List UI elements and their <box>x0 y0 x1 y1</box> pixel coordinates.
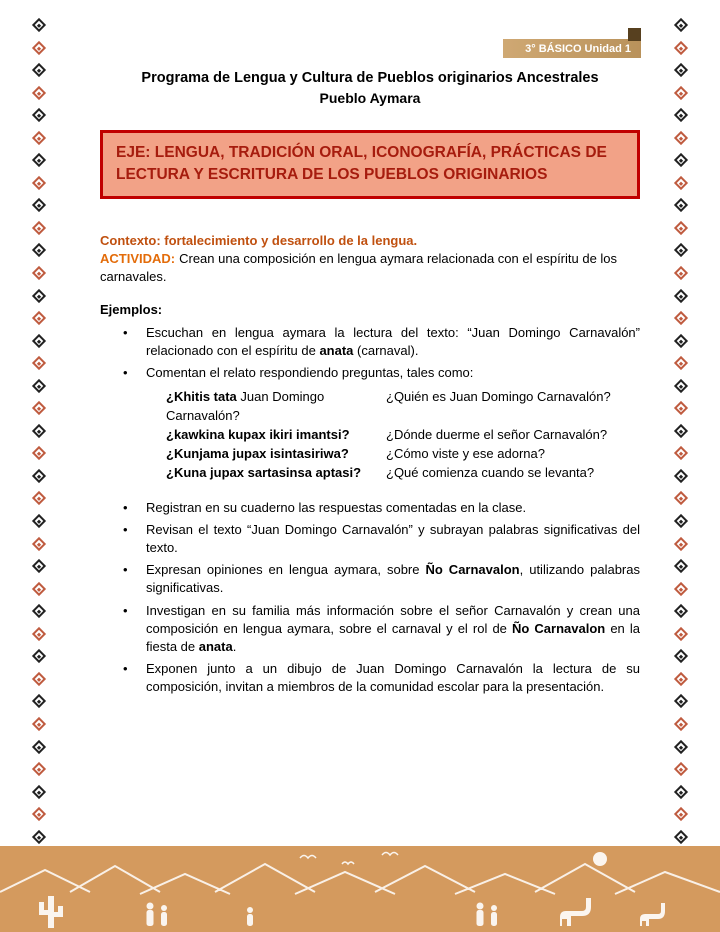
qa-row <box>146 464 640 483</box>
question-spanish: ¿Quién es Juan Domingo Carnavalón? <box>386 389 611 405</box>
diamond-motif <box>674 221 688 235</box>
diamond-motif <box>674 356 688 370</box>
diamond-motif <box>32 469 46 483</box>
diamond-motif <box>674 108 688 122</box>
diamond-motif <box>674 672 688 686</box>
activity-label: ACTIVIDAD: <box>100 250 176 266</box>
diamond-motif <box>674 762 688 776</box>
diamond-motif <box>32 830 46 844</box>
question-spanish: ¿Cómo viste y ese adorna? <box>386 445 545 461</box>
diamond-motif <box>32 356 46 370</box>
diamond-motif <box>674 424 688 438</box>
diamond-motif <box>674 18 688 32</box>
diamond-motif <box>32 108 46 122</box>
diamond-motif <box>674 559 688 573</box>
diamond-motif <box>32 491 46 505</box>
diamond-motif <box>674 514 688 528</box>
diamond-motif <box>674 86 688 100</box>
diamond-motif <box>32 717 46 731</box>
question-aymara: ¿Kuna jupax sartasinsa aptasi? <box>166 464 362 480</box>
diamond-motif <box>674 739 688 753</box>
list-item <box>100 602 640 657</box>
decorative-border-right <box>671 20 691 842</box>
question-answer-block <box>146 388 640 482</box>
eje-banner <box>100 130 640 199</box>
diamond-motif <box>674 582 688 596</box>
bullet-text-bold: Ño Carnavalon <box>512 620 606 636</box>
diamond-motif <box>674 243 688 257</box>
diamond-motif <box>674 311 688 325</box>
question-spanish: ¿Qué comienza cuando se levanta? <box>386 464 595 480</box>
diamond-motif <box>674 785 688 799</box>
diamond-motif <box>32 334 46 348</box>
diamond-motif <box>674 266 688 280</box>
list-item <box>100 324 640 360</box>
diamond-motif <box>32 40 46 54</box>
diamond-motif <box>32 266 46 280</box>
diamond-motif <box>674 198 688 212</box>
diamond-motif <box>32 176 46 190</box>
diamond-motif <box>32 424 46 438</box>
question-aymara: ¿Khitis tata Juan Domingo Carnavalón? <box>166 389 325 424</box>
page-title: Programa de Lengua y Cultura de Pueblos originarios Ancestrales <box>141 70 599 86</box>
bullet-text: Expresan opiniones en lengua aymara, sobre <box>146 562 426 578</box>
activity-paragraph <box>100 250 640 286</box>
diamond-motif <box>32 63 46 77</box>
diamond-motif <box>674 63 688 77</box>
diamond-motif <box>674 627 688 641</box>
qa-row <box>146 426 640 445</box>
diamond-motif <box>32 288 46 302</box>
list-item <box>100 364 640 482</box>
diamond-motif <box>674 288 688 302</box>
bullet-text-bold: Ño Carnavalon <box>425 562 520 578</box>
diamond-motif <box>32 807 46 821</box>
unit-tab-label: 3° BÁSICO Unidad 1 <box>525 42 631 55</box>
footer-landscape-graphic <box>0 846 720 932</box>
diamond-motif <box>674 334 688 348</box>
examples-heading: Ejemplos: <box>100 301 163 317</box>
diamond-motif <box>32 785 46 799</box>
unit-tab-cap <box>628 28 641 41</box>
diamond-motif <box>674 830 688 844</box>
diamond-motif <box>674 717 688 731</box>
diamond-motif <box>32 739 46 753</box>
diamond-motif <box>32 311 46 325</box>
diamond-motif <box>32 514 46 528</box>
diamond-motif <box>32 18 46 32</box>
list-item: • Registran en su cuaderno las respuestas comentadas en la clase. <box>100 499 640 517</box>
diamond-motif <box>32 131 46 145</box>
unit-tab <box>503 39 641 58</box>
diamond-motif <box>32 86 46 100</box>
bullet-text: Escuchan en lengua aymara la lectura del texto: “Juan Domingo Carnavalón” relacionado con el espíritu de <box>146 324 640 358</box>
question-aymara: ¿kawkina kupax ikiri imantsi? <box>166 427 350 443</box>
diamond-motif <box>674 469 688 483</box>
list-item <box>100 561 640 597</box>
diamond-motif <box>32 243 46 257</box>
diamond-motif <box>674 131 688 145</box>
question-spanish: ¿Dónde duerme el señor Carnavalón? <box>386 427 608 443</box>
diamond-motif <box>674 491 688 505</box>
diamond-motif <box>32 649 46 663</box>
bullet-text: Investigan en su familia más información sobre el señor Carnavalón y crean una composición en lengua aymara, sobre el carnaval y el rol de <box>146 602 640 636</box>
list-item: • Revisan el texto “Juan Domingo Carnavalón” y subrayan palabras significativas del texto. <box>100 521 640 557</box>
diamond-motif <box>674 446 688 460</box>
activity-text: Crean una composición en lengua aymara relacionada con el espíritu de los carnavales. <box>100 250 618 284</box>
diamond-motif <box>32 198 46 212</box>
diamond-motif <box>674 604 688 618</box>
page-subtitle: Pueblo Aymara <box>319 90 421 106</box>
diamond-motif <box>674 176 688 190</box>
list-item: • Exponen junto a un dibujo de Juan Domingo Carnavalón la lectura de su composición, invitan a miembros de la comunidad escolar para la presentación. <box>100 660 640 696</box>
diamond-motif <box>32 153 46 167</box>
diamond-motif <box>32 582 46 596</box>
diamond-motif <box>32 446 46 460</box>
diamond-motif <box>32 221 46 235</box>
diamond-motif <box>674 401 688 415</box>
diamond-motif <box>32 694 46 708</box>
bullet-text: (carnaval). <box>353 343 419 358</box>
bullet-text-bold: anata <box>198 638 233 654</box>
diamond-motif <box>32 762 46 776</box>
diamond-motif <box>32 401 46 415</box>
diamond-motif <box>674 379 688 393</box>
question-aymara: ¿Kunjama jupax isintasiriwa? <box>166 445 349 461</box>
eje-banner-text: EJE: LENGUA, TRADICIÓN ORAL, ICONOGRAFÍA, PRÁCTICAS DE LECTURA Y ESCRITURA DE LOS PUEBLOS ORIGINARIOS <box>116 144 607 184</box>
diamond-motif <box>674 807 688 821</box>
bullet-text-bold: anata <box>319 343 354 358</box>
diamond-motif <box>32 379 46 393</box>
diamond-motif <box>674 40 688 54</box>
bullet-text: Comentan el relato respondiendo preguntas, tales como: <box>146 365 474 381</box>
diamond-motif <box>32 604 46 618</box>
sun-icon <box>593 852 607 866</box>
bullet-text: , utilizando palabras significativas. <box>146 562 640 596</box>
diamond-motif <box>32 672 46 686</box>
diamond-motif <box>674 694 688 708</box>
diamond-motif <box>32 537 46 551</box>
document-body <box>100 70 640 700</box>
qa-row <box>146 445 640 464</box>
diamond-motif <box>674 153 688 167</box>
diamond-motif <box>674 649 688 663</box>
footer-background <box>0 846 720 932</box>
decorative-border-left <box>29 20 49 842</box>
footer-illustration <box>0 846 720 932</box>
diamond-motif <box>32 627 46 641</box>
qa-row <box>146 388 640 426</box>
context-line: Contexto: fortalecimiento y desarrollo de la lengua. <box>100 232 418 248</box>
examples-list <box>100 324 640 697</box>
bullet-text: en la fiesta de <box>146 620 640 654</box>
diamond-motif <box>674 537 688 551</box>
diamond-motif <box>32 559 46 573</box>
bullet-text: . <box>232 638 237 654</box>
